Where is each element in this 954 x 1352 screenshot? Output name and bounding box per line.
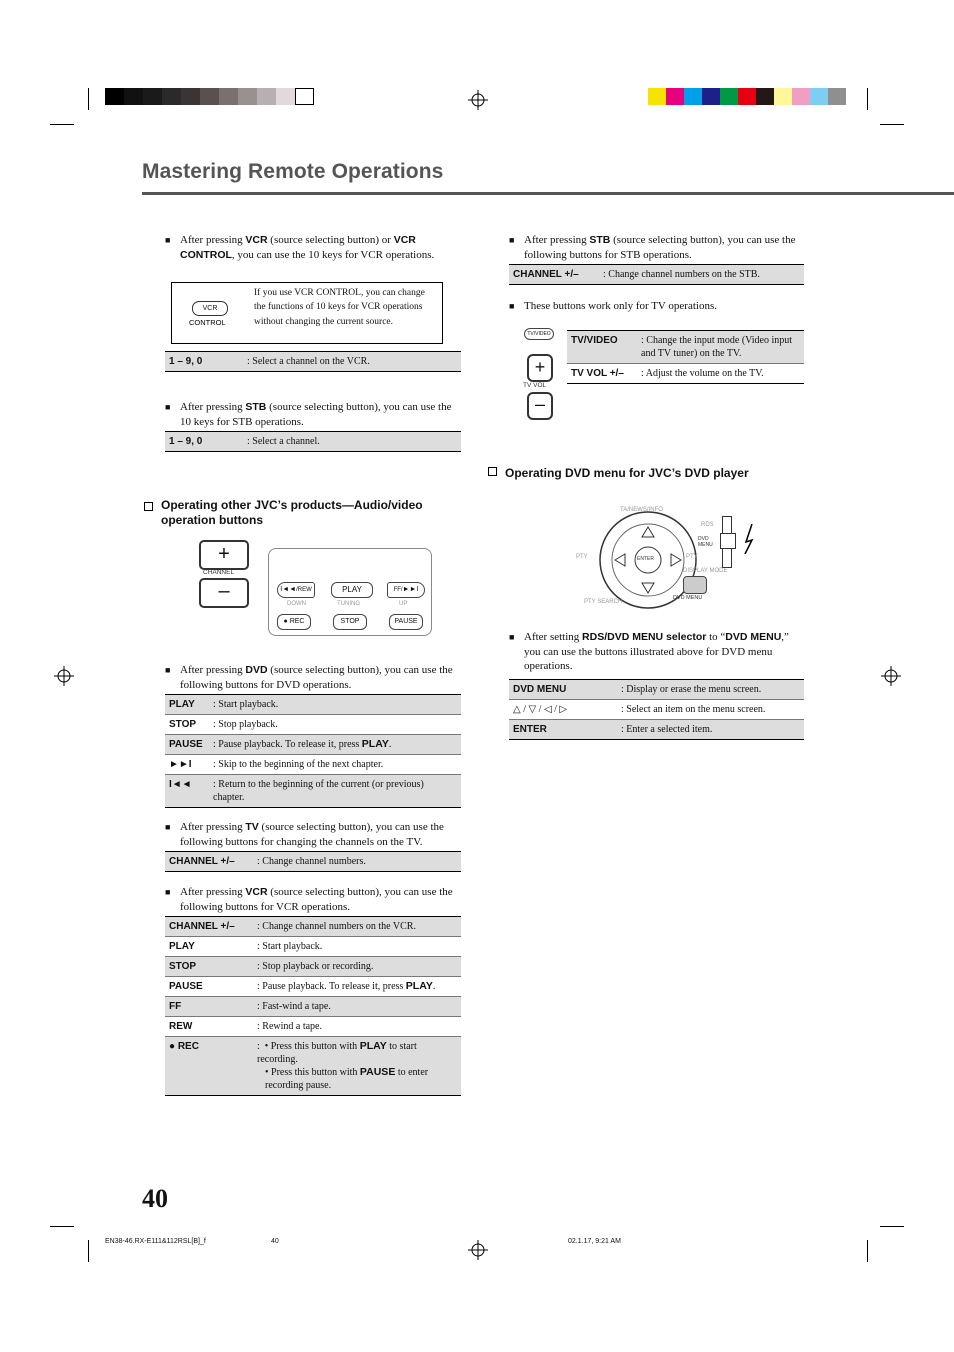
crop-mark [867, 1240, 868, 1262]
other-products-heading: Operating other JVC’s products—Audio/video operation buttons [144, 498, 474, 528]
tuning-label: TUNING [337, 601, 360, 607]
dvd-paragraph: ■ After pressing DVD (source selecting button), you can use the following buttons for DVD operations. [165, 664, 453, 691]
right-stb-paragraph: ■ After pressing STB (source selecting button), you can use the following buttons for STB operations. [509, 234, 796, 261]
vcr-control-note [171, 282, 443, 344]
crop-mark [880, 1226, 904, 1227]
bullet-icon: ■ [165, 402, 171, 412]
channel-label: CHANNEL [203, 569, 235, 576]
selector-slider[interactable] [720, 533, 736, 549]
display-mode-label: DISPLAY MODE [683, 568, 728, 574]
stb-paragraph: ■ After pressing STB (source selecting button), you can use the 10 keys for STB operations. [165, 401, 452, 428]
channel-buttons [199, 540, 249, 608]
bullet-icon: ■ [165, 822, 171, 832]
down-label: DOWN [287, 601, 306, 607]
tv-channel-table: CHANNEL +/– : Change channel numbers. [165, 851, 461, 872]
up-label: UP [399, 601, 408, 607]
play-button[interactable]: PLAY [331, 582, 373, 598]
vcr-keys-table: 1 – 9, 0 : Select a channel on the VCR. [165, 351, 461, 372]
tv-video-button[interactable]: TV/VIDEO [524, 328, 554, 340]
pause-button[interactable]: PAUSE [389, 614, 423, 630]
color-bar [648, 88, 846, 105]
rew-button[interactable]: I◄◄/REW [277, 582, 315, 598]
dvd-menu-table: DVD MENU : Display or erase the menu screen. △ / ▽ / ◁ / ▷ : Select an item on the menu screen. ENTER : Enter a selected item. [509, 679, 804, 740]
crop-mark [88, 1240, 89, 1262]
crop-mark [50, 1226, 74, 1227]
dvd-menu-heading: Operating DVD menu for JVC’s DVD player [488, 466, 818, 481]
lightning-arrow-icon [742, 524, 756, 554]
transport-panel [268, 548, 432, 636]
bullet-icon: ■ [165, 235, 171, 245]
grayscale-bar [105, 88, 314, 105]
rds-dvd-paragraph: ■ After setting RDS/DVD MENU selector to “DVD MENU,” you can use the buttons illustrated above for DVD menu operations. [509, 631, 789, 672]
tv-vol-up-button[interactable]: + [527, 354, 553, 382]
tv-paragraph: ■ After pressing TV (source selecting button), you can use the following buttons for changing the channels on the TV. [165, 821, 444, 848]
bullet-icon: ■ [509, 301, 515, 311]
vcr-control-note-text: If you use VCR CONTROL, you can change the functions of 10 keys for VCR operations without changing the current source. [254, 288, 425, 327]
vcr-buttons-table: CHANNEL +/– : Change channel numbers on the VCR. PLAY : Start playback. STOP : Stop playback or recording. PAUSE : Pause playback. To release it, press PLAY. FF : Fast-wind a tape. REW : Rewind a tape. ● REC : • Press this button with PLAY to start recording. • Press this button with PAUSE to enter recording pause. [165, 916, 461, 1096]
checkbox-icon [144, 502, 153, 511]
vcr-control-label: CONTROL [189, 318, 226, 327]
bullet-icon: ■ [165, 665, 171, 675]
ff-button[interactable]: FF/►►I [387, 582, 425, 598]
dvd-buttons-table: PLAY : Start playback. STOP : Stop playback. PAUSE : Pause playback. To release it, press PLAY. ►►I : Skip to the beginning of the next chapter. I◄◄ : Return to the beginning of the current (or previous) chapter. [165, 694, 461, 808]
checkbox-icon [488, 467, 497, 476]
footer-page: 40 [271, 1238, 279, 1245]
footer-file: EN38-46.RX-E111&112RSL[B]_f [105, 1238, 206, 1245]
registration-mark-icon [468, 1240, 488, 1260]
stb-keys-table: 1 – 9, 0 : Select a channel. [165, 431, 461, 452]
right-stb-table: CHANNEL +/– : Change channel numbers on the STB. [509, 264, 804, 285]
title-rule [142, 192, 954, 195]
tv-buttons-table: TV/VIDEO : Change the input mode (Video input and TV tuner) on the TV. TV VOL +/– : Adjust the volume on the TV. [567, 330, 804, 384]
page-number: 40 [142, 1184, 168, 1213]
tv-vol-label: TV VOL [523, 382, 547, 389]
channel-up-button[interactable]: + [199, 540, 249, 570]
vcr-control-button[interactable]: VCR [192, 301, 228, 316]
vcr-paragraph: ■ After pressing VCR (source selecting button) or VCR CONTROL, you can use the 10 keys for VCR operations. [165, 234, 435, 261]
tv-buttons-diagram [522, 326, 558, 422]
rec-button[interactable]: ● REC [277, 614, 311, 630]
page-title: Mastering Remote Operations [142, 160, 444, 183]
pty-right-label: PTY [686, 554, 698, 560]
registration-mark-icon [468, 90, 488, 110]
enter-button[interactable]: ENTER [637, 556, 654, 562]
dvd-menu-label: DVD MENU [673, 595, 703, 601]
ta-news-info-label: TA/NEWS/INFO [620, 507, 663, 513]
channel-down-button[interactable]: – [199, 578, 249, 608]
stop-button[interactable]: STOP [333, 614, 367, 630]
dvd-menu-diagram [578, 500, 778, 610]
dvd-menu-side-label: DVD MENU [698, 536, 713, 548]
crop-mark [880, 124, 904, 125]
crop-mark [50, 124, 74, 125]
registration-mark-icon [881, 666, 901, 686]
pty-left-label: PTY [576, 554, 588, 560]
footer-date: 02.1.17, 9:21 AM [568, 1238, 621, 1245]
pty-search-label: PTY SEARCH [584, 599, 623, 605]
bullet-icon: ■ [509, 632, 515, 642]
rds-label: RDS [701, 522, 714, 528]
tv-only-paragraph: ■ These buttons work only for TV operations. [509, 300, 717, 312]
tv-vol-down-button[interactable]: – [527, 392, 553, 420]
crop-mark [867, 88, 868, 110]
registration-mark-icon [54, 666, 74, 686]
crop-mark [88, 88, 89, 110]
bullet-icon: ■ [165, 887, 171, 897]
vcr-operations-paragraph: ■ After pressing VCR (source selecting button), you can use the following buttons for VCR operations. [165, 886, 453, 913]
bullet-icon: ■ [509, 235, 515, 245]
dvd-menu-button[interactable] [683, 576, 707, 594]
